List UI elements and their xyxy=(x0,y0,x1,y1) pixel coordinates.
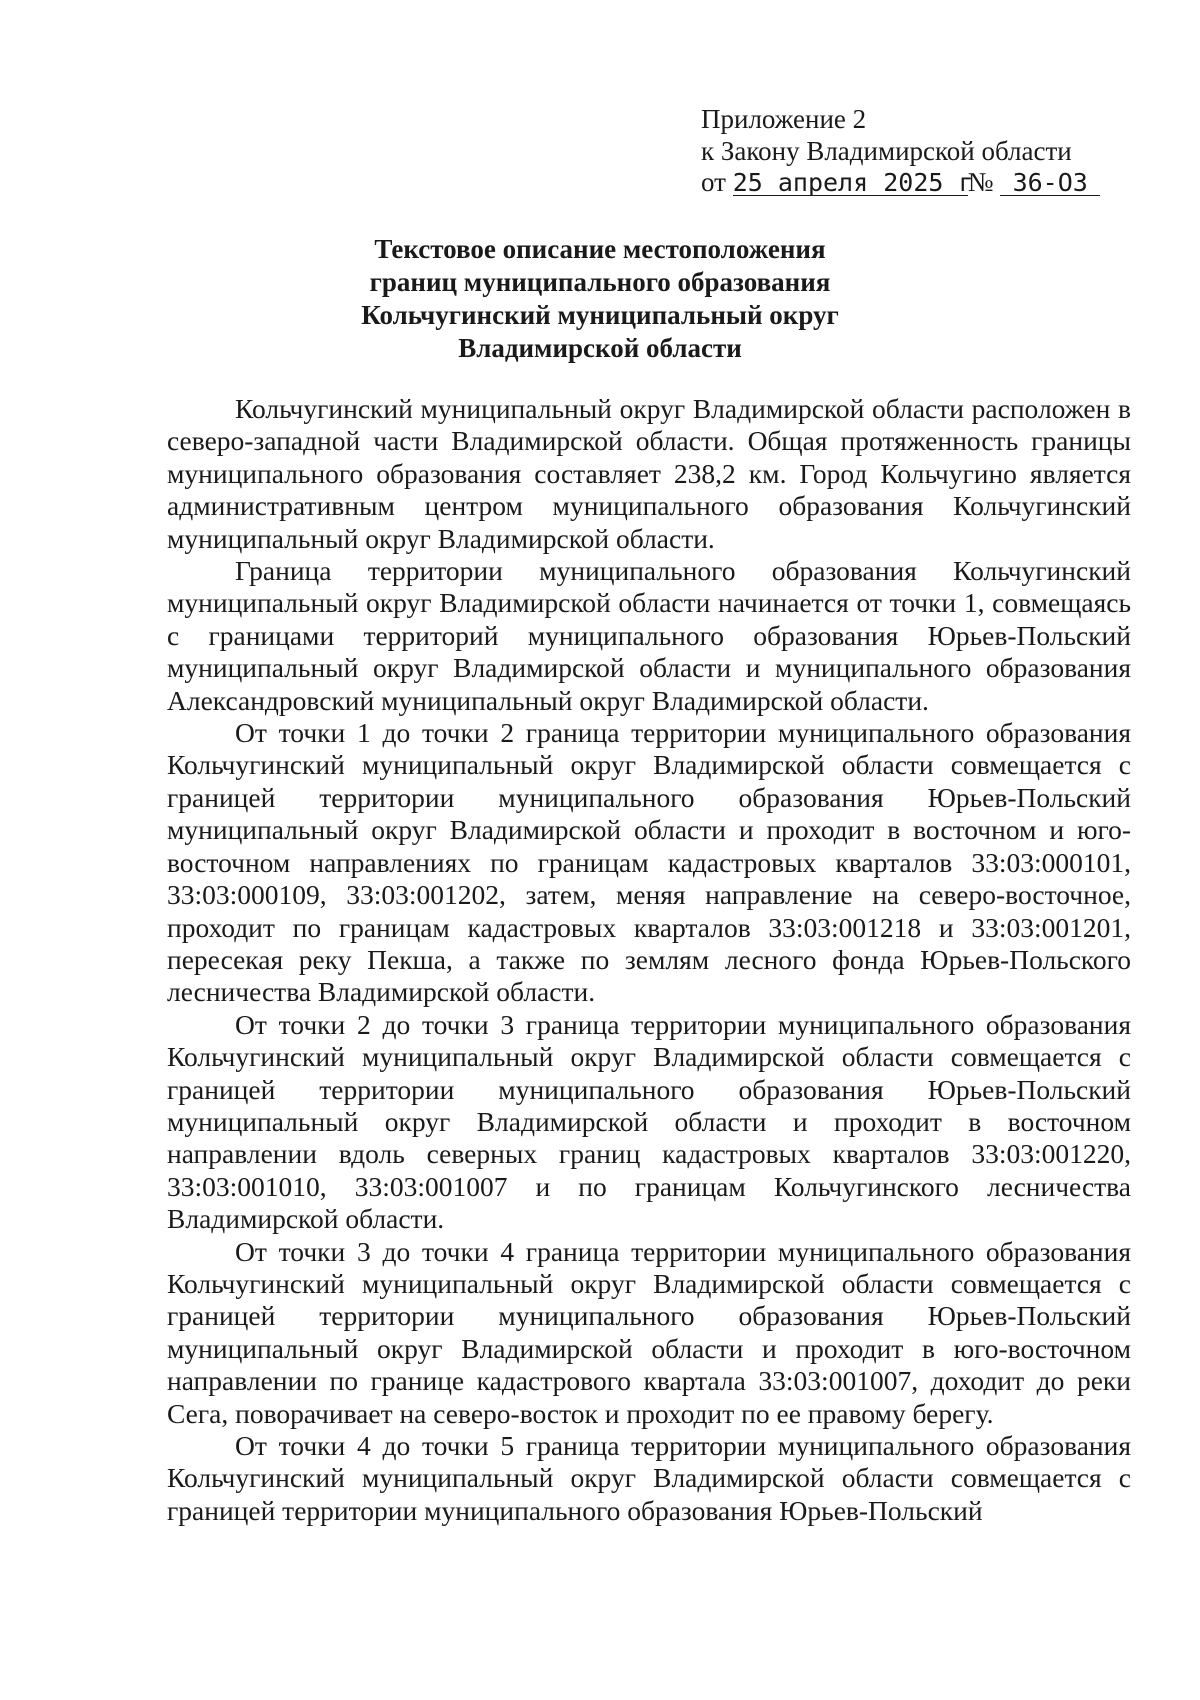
title-line-2: границ муниципального образования xyxy=(369,267,831,297)
law-number: 36-ОЗ xyxy=(1000,171,1100,196)
paragraph-5: От точки 3 до точки 4 граница территории муниципального образования Кольчугинский муниципальный округ Владимирской области совмещается с границей территории муниципального образования Юрьев-Польский муниципальный округ Владимирской области и проходит в юго-восточном направлении по границе кадастрового квартала 33:03:001007, доходит до реки Сега, поворачивает на северо-восток и проходит по ее правому берегу. xyxy=(167,1235,1131,1429)
paragraph-3: От точки 1 до точки 2 граница территории муниципального образования Кольчугинский муниципальный округ Владимирской области совмещается с границей территории муниципального образования Юрьев-Польский муниципальный округ Владимирской области и проходит в восточном и юго-восточном направлениях по границам кадастровых кварталов 33:03:000101, 33:03:000109, 33:03:001202, затем, меняя направление на северо-восточное, проходит по границам кадастровых кварталов 33:03:001218 и 33:03:001201, пересекая реку Пекша, а также по землям лесного фонда Юрьев-Польского лесничества Владимирской области. xyxy=(167,717,1131,1008)
paragraph-2: Граница территории муниципального образования Кольчугинский муниципальный округ Владимирской области начинается от точки 1, совмещаясь с границами территорий муниципального образования Юрьев-Польский муниципальный округ Владимирской области и муниципального образования Александровский муниципальный округ Владимирской области. xyxy=(167,555,1131,716)
paragraph-1: Кольчугинский муниципальный округ Владимирской области расположен в северо-западной части Владимирской области. Общая протяженность границы муниципального образования составляет 238,2 км. Город Кольчугино является административным центром муниципального образования Кольчугинский муниципальный округ Владимирской области. xyxy=(167,393,1131,554)
law-date: 25 апреля 2025 г xyxy=(732,168,974,197)
title-line-4: Владимирской области xyxy=(458,333,742,363)
document-body xyxy=(167,393,1131,1527)
number-label: № xyxy=(967,167,994,197)
appendix-line-1: Приложение 2 xyxy=(701,104,867,134)
paragraph-6: От точки 4 до точки 5 граница территории муниципального образования Кольчугинский муниципальный округ Владимирской области совмещается с границей территории муниципального образования Юрьев-Польский xyxy=(167,1430,1131,1526)
from-label: от xyxy=(701,167,726,197)
appendix-line-3 xyxy=(701,167,1100,199)
document-title xyxy=(300,233,900,365)
paragraph-4: От точки 2 до точки 3 граница территории муниципального образования Кольчугинский муниципальный округ Владимирской области совмещается с границей территории муниципального образования Юрьев-Польский муниципальный округ Владимирской области и проходит в восточном направлении вдоль северных границ кадастровых кварталов 33:03:001220, 33:03:001010, 33:03:001007 и по границам Кольчугинского лесничества Владимирской области. xyxy=(167,1008,1131,1235)
title-line-3: Кольчугинский муниципальный округ xyxy=(361,300,839,330)
appendix-header xyxy=(701,104,1100,199)
appendix-line-2: к Закону Владимирской области xyxy=(701,135,1072,166)
title-line-1: Текстовое описание местоположения xyxy=(374,234,826,264)
